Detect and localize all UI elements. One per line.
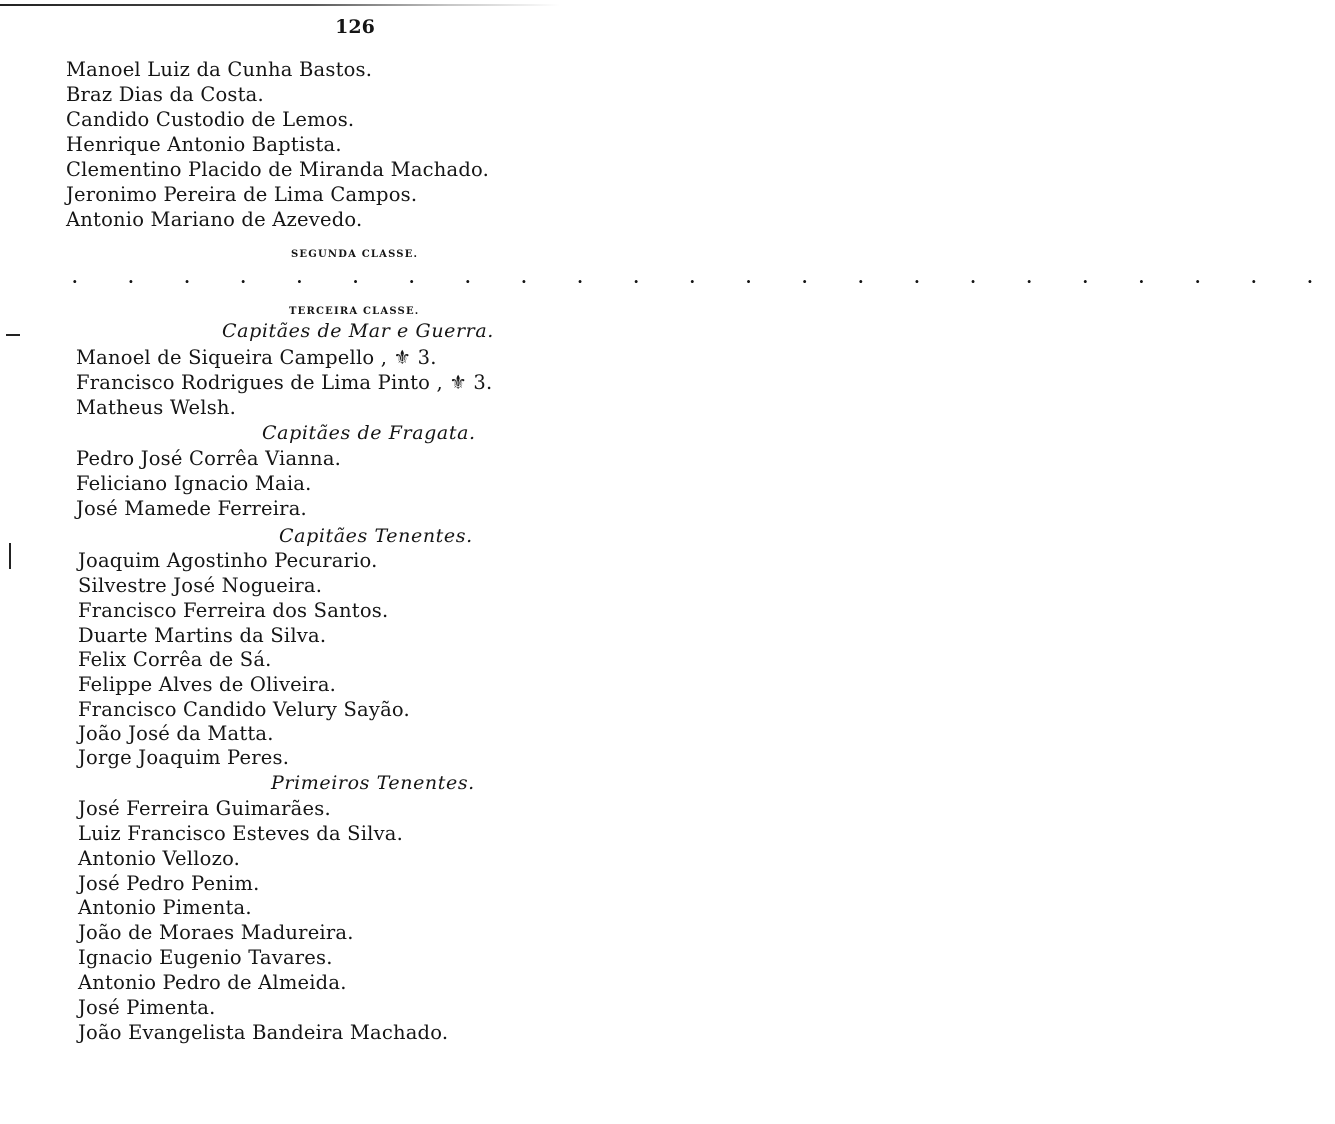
- margin-dash: [6, 334, 20, 336]
- name-line: Matheus Welsh.: [76, 396, 237, 419]
- name-line: João de Moraes Madureira.: [78, 921, 354, 944]
- name-line: Jorge Joaquim Peres.: [78, 746, 290, 769]
- name-line: Joaquim Agostinho Pecurario.: [78, 549, 378, 572]
- section-title-fragata: Capitães de Fragata.: [262, 422, 476, 444]
- name-line: Duarte Martins da Silva.: [78, 624, 327, 647]
- ellipsis-row: . . . . . . . . . . . . . . . . . . . . . . .: [72, 268, 1335, 287]
- name-line: Jeronimo Pereira de Lima Campos.: [66, 183, 418, 206]
- name-line: João José da Matta.: [78, 722, 274, 745]
- name-line: Pedro José Corrêa Vianna.: [76, 447, 342, 470]
- top-rule: [0, 4, 560, 6]
- margin-bar: [9, 543, 11, 569]
- name-line: José Pimenta.: [78, 996, 216, 1019]
- name-line: Francisco Candido Velury Sayão.: [78, 698, 410, 721]
- name-line: Francisco Rodrigues de Lima Pinto , ⚜ 3.: [76, 371, 493, 394]
- segunda-classe-heading: SEGUNDA CLASSE.: [291, 249, 419, 260]
- name-line: Clementino Placido de Miranda Machado.: [66, 158, 490, 181]
- page-number: 126: [335, 16, 375, 38]
- section-title-mar-guerra: Capitães de Mar e Guerra.: [222, 320, 494, 342]
- name-line: Manoel de Siqueira Campello , ⚜ 3.: [76, 346, 437, 369]
- name-line: Feliciano Ignacio Maia.: [76, 472, 312, 495]
- name-line: Antonio Pedro de Almeida.: [78, 971, 347, 994]
- name-line: Candido Custodio de Lemos.: [66, 108, 355, 131]
- section-title-capitaes-tenentes: Capitães Tenentes.: [279, 525, 473, 547]
- name-line: Felix Corrêa de Sá.: [78, 648, 272, 671]
- name-line: José Ferreira Guimarães.: [78, 797, 331, 820]
- name-line: José Mamede Ferreira.: [76, 497, 307, 520]
- name-line: Henrique Antonio Baptista.: [66, 133, 342, 156]
- name-line: Silvestre José Nogueira.: [78, 574, 323, 597]
- section-title-primeiros-tenentes: Primeiros Tenentes.: [271, 772, 475, 794]
- name-line: Ignacio Eugenio Tavares.: [78, 946, 333, 969]
- name-line: João Evangelista Bandeira Machado.: [78, 1021, 449, 1044]
- name-line: Braz Dias da Costa.: [66, 83, 264, 106]
- name-line: Antonio Mariano de Azevedo.: [66, 208, 363, 231]
- name-line: Antonio Vellozo.: [78, 847, 241, 870]
- name-line: José Pedro Penim.: [78, 872, 260, 895]
- name-line: Manoel Luiz da Cunha Bastos.: [66, 58, 373, 81]
- name-line: Felippe Alves de Oliveira.: [78, 673, 337, 696]
- terceira-classe-heading: TERCEIRA CLASSE.: [289, 306, 420, 317]
- name-line: Francisco Ferreira dos Santos.: [78, 599, 389, 622]
- name-line: Antonio Pimenta.: [78, 896, 252, 919]
- name-line: Luiz Francisco Esteves da Silva.: [78, 822, 404, 845]
